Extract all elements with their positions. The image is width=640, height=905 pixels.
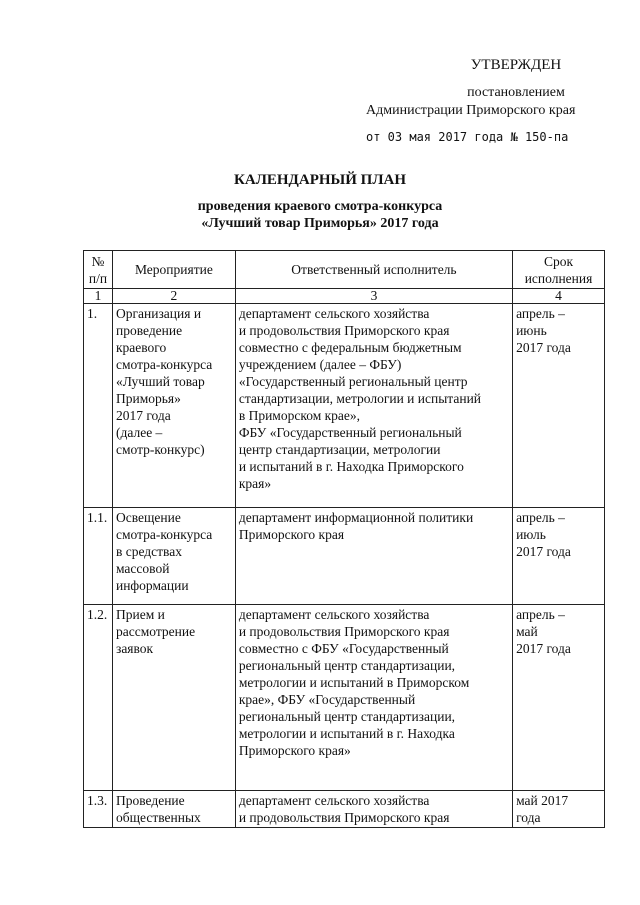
row-num: 1.3. (84, 791, 113, 828)
header-num: № п/п (84, 251, 113, 289)
approval-line-1: постановлением (467, 85, 565, 100)
header-event: Мероприятие (112, 251, 235, 289)
row-responsible: департамент информационной политики Приморского края (235, 508, 512, 605)
row-responsible: департамент сельского хозяйства и продовольствия Приморского края (235, 791, 512, 828)
document-subtitle-line-1: проведения краевого смотра-конкурса (197, 199, 443, 214)
header-deadline: Срок исполнения (513, 251, 605, 289)
row-deadline: апрель – май 2017 года (513, 605, 605, 791)
row-num: 1.1. (84, 508, 113, 605)
column-number: 4 (513, 289, 605, 304)
row-responsible: департамент сельского хозяйства и продовольствия Приморского края совместно с ФБУ «Государственный региональный центр стандартизации, метрологии и испытаний в Приморском крае», ФБУ «Государственный региональный центр стандартизации, метрологии и испытаний в г. Находка Приморского края» (235, 605, 512, 791)
column-number: 3 (235, 289, 512, 304)
row-responsible: департамент сельского хозяйства и продовольствия Приморского края совместно с федеральным бюджетным учреждением (далее – ФБУ) «Государственный региональный центр стандартизации, метрологии и испытаний в Приморском крае», ФБУ «Государственный региональный центр стандартизации, метрологии и испытаний в г. Находка Приморского края» (235, 304, 512, 508)
approval-title: УТВЕРЖДЕН (470, 57, 562, 73)
table-row (84, 304, 605, 508)
table-row (84, 791, 605, 828)
row-event: Проведение общественных (112, 791, 235, 828)
table-row (84, 508, 605, 605)
header-responsible: Ответственный исполнитель (235, 251, 512, 289)
column-number: 1 (84, 289, 113, 304)
approval-line-2: Администрации Приморского края (366, 103, 576, 118)
row-deadline: апрель – июнь 2017 года (513, 304, 605, 508)
document-subtitle-line-2: «Лучший товар Приморья» 2017 года (201, 216, 439, 231)
row-num: 1.2. (84, 605, 113, 791)
row-event: Освещение смотра-конкурса в средствах массовой информации (112, 508, 235, 605)
column-number-row (84, 289, 605, 304)
table-header-row (84, 251, 605, 289)
approval-date: от 03 мая 2017 года № 150-па (366, 130, 569, 144)
row-event: Прием и рассмотрение заявок (112, 605, 235, 791)
document-title: КАЛЕНДАРНЫЙ ПЛАН (233, 172, 407, 188)
table-row (84, 605, 605, 791)
row-event: Организация и проведение краевого смотра-конкурса «Лучший товар Приморья» 2017 года (далее – смотр-конкурс) (112, 304, 235, 508)
row-num: 1. (84, 304, 113, 508)
row-deadline: май 2017 года (513, 791, 605, 828)
document-subtitle (0, 198, 640, 232)
column-number: 2 (112, 289, 235, 304)
row-deadline: апрель – июль 2017 года (513, 508, 605, 605)
approval-block (366, 56, 626, 146)
calendar-plan-table (83, 250, 605, 828)
